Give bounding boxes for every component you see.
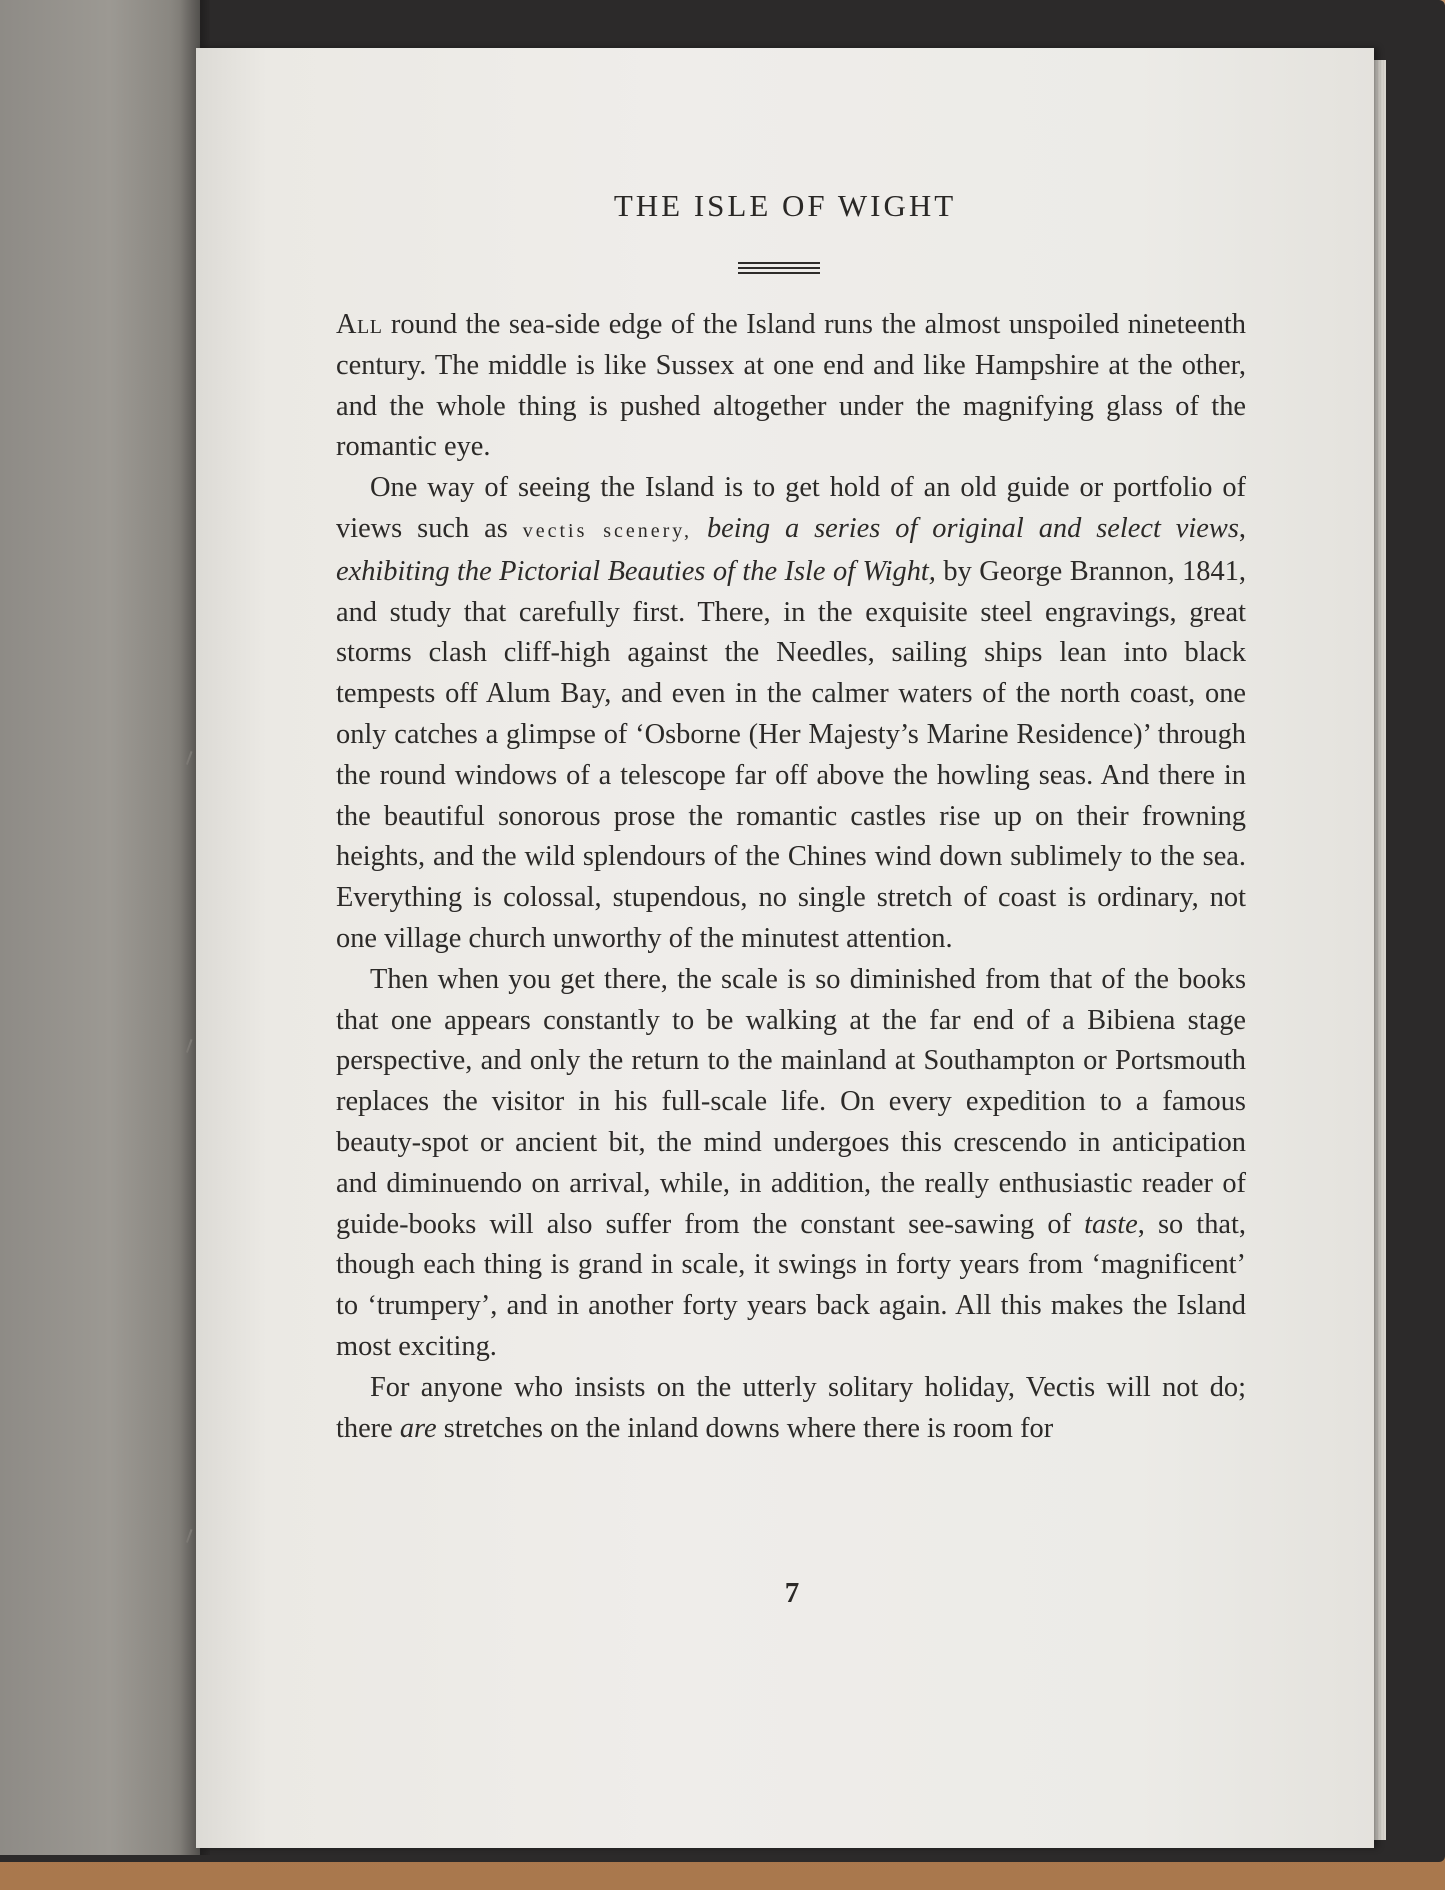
- ornament-rule: [738, 262, 820, 264]
- subtitle-comma: ,: [1238, 512, 1246, 544]
- paragraph-2-text-a: One way of seeing the Island is to get hold of an old guide or portfolio of views such as: [336, 472, 1246, 544]
- paragraph-3: [336, 960, 1246, 1368]
- italic-word: are: [399, 1412, 437, 1444]
- paragraph-lead-smallcaps: All: [336, 309, 383, 340]
- paragraph-4-text-a: For anyone who insists on the utterly solitary holiday, Vectis will not do; there: [336, 1371, 1246, 1444]
- left-page: [0, 0, 200, 1855]
- body-text: [336, 305, 1246, 1449]
- paragraph-1: [336, 305, 1246, 468]
- paragraph-2: [336, 468, 1246, 960]
- running-head: THE ISLE OF WIGHT: [613, 188, 957, 223]
- page-number: 7: [784, 1577, 800, 1609]
- page-edges: [1372, 60, 1386, 1840]
- paragraph-1-text: round the sea-side edge of the Island runs the almost unspoiled nineteenth century. The middle is like Sussex at one end and like Hampshire at the other, and the whole thing is pushed altogether under the magnifying glass of the romantic eye.: [336, 309, 1246, 463]
- italic-word: taste: [1084, 1208, 1138, 1240]
- ornament-rule: [738, 267, 820, 269]
- paragraph-3-text-b: , so that, though each thing is grand in scale, it swings in forty years from ‘magnificent’ to ‘trumpery’, and in another forty years back again. All this makes the Island most exciting.: [336, 1208, 1246, 1362]
- paragraph-3-text-a: Then when you get there, the scale is so diminished from that of the books that one appears constantly to be walking at the far end of a Bibiena stage perspective, and only the return to the mainland at Southampton or Portsmouth replaces the visitor in his full-scale life. On every expedition to a famous beauty-spot or ancient bit, the mind undergoes this crescendo in anticipation and diminuendo on arrival, while, in addition, the really enthusiastic reader of guide-books will also suffer from the constant see-sawing of: [336, 963, 1246, 1240]
- title-rule-ornament: [738, 262, 820, 274]
- book-subtitle-italic-2: exhibiting the Pictorial Beauties of the Isle of Wight,: [336, 555, 936, 587]
- ornament-rule: [738, 272, 820, 274]
- book-title-smallcaps: vectis scenery,: [522, 519, 692, 542]
- paragraph-4-text-b: stretches on the inland downs where there is room for: [436, 1412, 1054, 1444]
- book-subtitle-italic-1: being a series of original and select views: [706, 512, 1239, 544]
- paragraph-4: [336, 1368, 1246, 1450]
- paragraph-2-text-b: by George Brannon, 1841, and study that carefully first. There, in the exquisite steel engravings, great storms clash cliff-high against the Needles, sailing ships lean into black tempests off Alum Bay, and even in the calmer waters of the north coast, one only catches a glimpse of ‘Osborne (Her Majesty’s Marine Residence)’ through the round windows of a telescope far off above the howling seas. And there in the beautiful sonorous prose the romantic castles rise up on their frowning heights, and the wild splendours of the Chines wind down sublimely to the sea. Everything is colossal, stupendous, no single stretch of coast is ordinary, not one village church unworthy of the minutest attention.: [336, 555, 1246, 954]
